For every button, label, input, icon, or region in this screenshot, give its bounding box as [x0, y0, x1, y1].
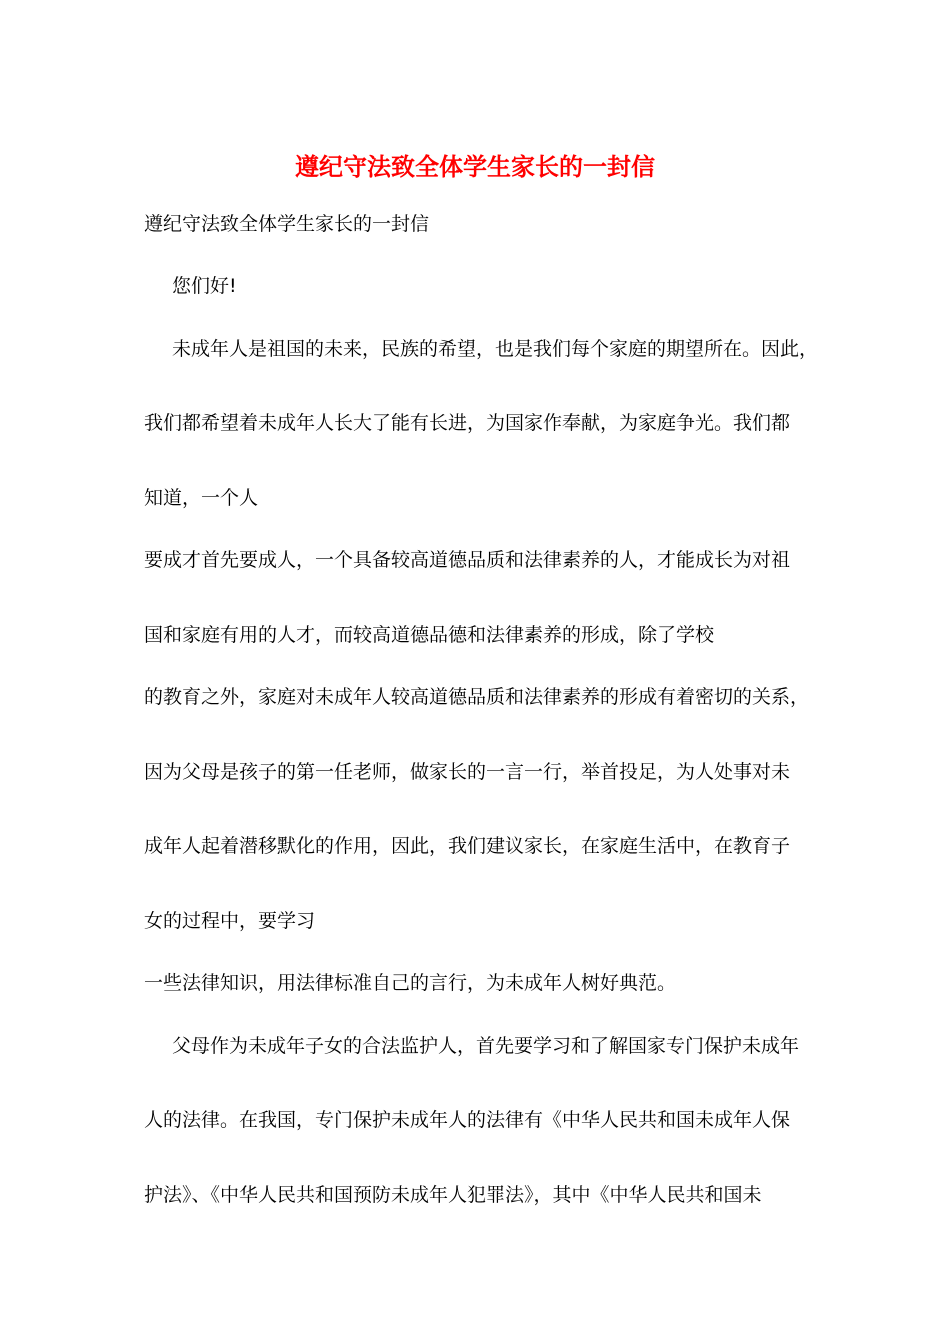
body-line: 女的过程中，要学习 — [144, 910, 316, 932]
body-line: 我们都希望着未成年人长大了能有长进，为国家作奉献，为家庭争光。我们都 — [144, 412, 791, 434]
body-line: 一些法律知识，用法律标准自己的言行，为未成年人树好典范。 — [144, 972, 677, 994]
body-line: 未成年人是祖国的未来，民族的希望，也是我们每个家庭的期望所在。因此， — [172, 338, 819, 360]
body-line: 要成才首先要成人，一个具备较高道德品质和法律素养的人，才能成长为对祖 — [144, 549, 791, 571]
document-title: 遵纪守法致全体学生家长的一封信 — [295, 152, 655, 181]
body-line: 国和家庭有用的人才，而较高道德品德和法律素养的形成，除了学校 — [144, 624, 715, 646]
body-line: 父母作为未成年子女的合法监护人，首先要学习和了解国家专门保护未成年 — [172, 1035, 800, 1057]
body-line: 成年人起着潜移默化的作用，因此，我们建议家长，在家庭生活中，在教育子 — [144, 835, 791, 857]
greeting: 您们好! — [172, 275, 237, 297]
body-line: 护法》、《中华人民共和国预防未成年人犯罪法》，其中《中华人民共和国未 — [144, 1184, 762, 1206]
body-line: 的教育之外，家庭对未成年人较高道德品质和法律素养的形成有着密切的关系， — [144, 686, 810, 708]
document-subtitle: 遵纪守法致全体学生家长的一封信 — [144, 213, 430, 235]
body-line: 知道，一个人 — [144, 487, 259, 509]
body-line: 人的法律。在我国，专门保护未成年人的法律有《中华人民共和国未成年人保 — [144, 1109, 791, 1131]
body-line: 因为父母是孩子的第一任老师，做家长的一言一行，举首投足，为人处事对未 — [144, 761, 791, 783]
